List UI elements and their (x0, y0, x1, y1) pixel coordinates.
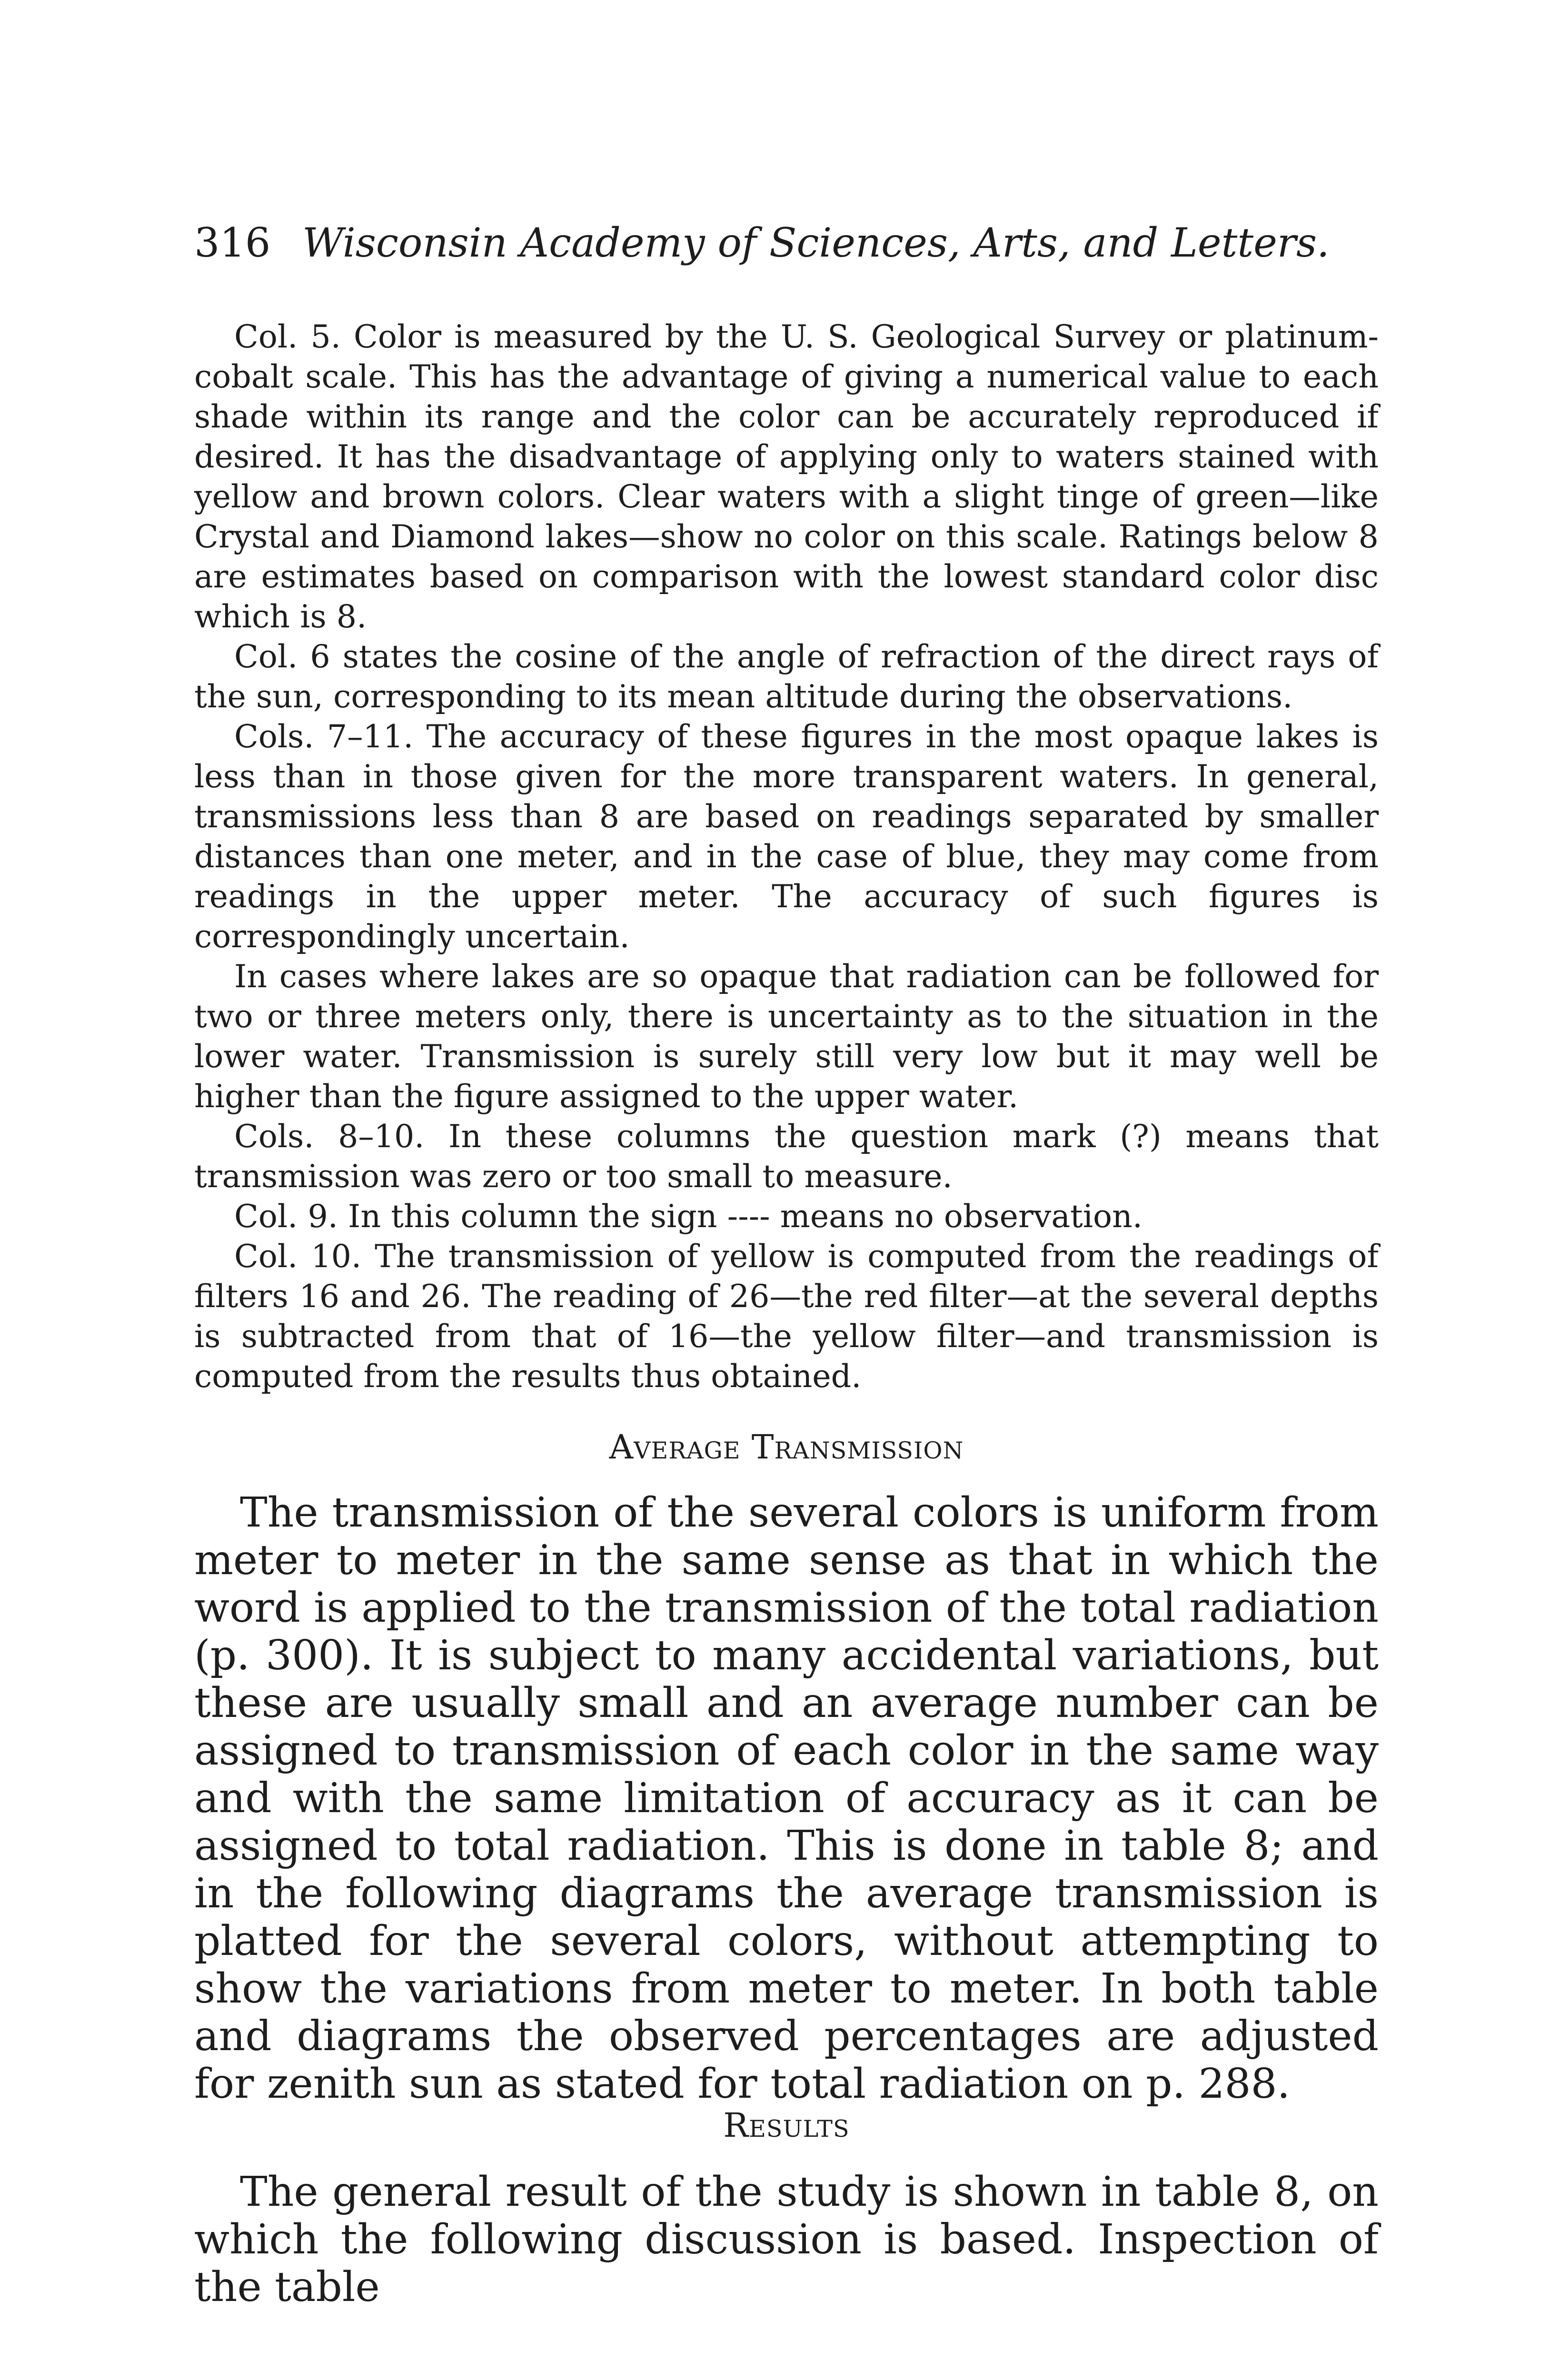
note-cols-7-11: Cols. 7–11. The accuracy of these figures in the most opaque lakes is less than in those given for the more transparent waters. In general, transmissions less than 8 are based on readings separated by smaller distances than one meter, and in the case of blue, they may come from readings in the upper meter. The accuracy of such figures is correspondingly uncertain. (194, 718, 1379, 955)
note-col-10: Col. 10. The transmission of yellow is computed from the readings of filters 16 and 26. The reading of 26—the red filter—at the several depths is subtracted from that of 16—the yellow filter—and transmission is computed from the results thus obtained. (194, 1238, 1379, 1395)
note-opaque-lakes: In cases where lakes are so opaque that radiation can be followed for two or three meters only, there is uncertainty as to the situation in the lower water. Transmission is surely still very low but it may well be higher than the figure assigned to the upper water. (194, 958, 1379, 1115)
results-paragraph: The general result of the study is shown in table 8, on which the following discussion is based. Inspection of the table (194, 2168, 1379, 2311)
running-title: Wisconsin Academy of Sciences, Arts, and Letters. (302, 219, 1330, 266)
note-col-6: Col. 6 states the cosine of the angle of refraction of the direct rays of the sun, corresponding to its mean altitude during the observations. (194, 638, 1379, 715)
average-transmission-paragraph: The transmission of the several colors is uniform from meter to meter in the same sense as that in which the word is applied to the transmission of the total radiation (p. 300). It is subject to many accidental variations, but these are usually small and an average number can be assigned to transmission of each color in the same way and with the same limitation of accuracy as it can be assigned to total radiation. This is done in table 8; and in the following diagrams the average transmission is platted for the several colors, without attempting to show the variations from meter to meter. In both table and diagrams the observed percentages are adjusted for zenith sun as stated for total radiation on p. 288. (194, 1489, 1379, 2108)
section-heading-results: Results (723, 2106, 850, 2145)
section-heading-average-transmission: Average Transmission (609, 1428, 964, 1467)
page-number: 316 (194, 219, 271, 266)
note-col-9: Col. 9. In this column the sign ---- means no observation. (234, 1198, 1143, 1235)
column-notes (194, 317, 1379, 1396)
running-header (194, 217, 1330, 269)
note-col-5: Col. 5. Color is measured by the U. S. Geological Survey or platinum-cobalt scale. This has the advantage of giving a numerical value to each shade within its range and the color can be accurately reproduced if desired. It has the disadvantage of applying only to waters stained with yellow and brown colors. Clear waters with a slight tinge of green—like Crystal and Diamond lakes—show no color on this scale. Ratings below 8 are estimates based on comparison with the lowest standard color disc which is 8. (194, 318, 1379, 635)
results-body (194, 2168, 1379, 2311)
average-transmission-body (194, 1489, 1379, 2108)
note-cols-8-10: Cols. 8–10. In these columns the question mark (?) means that transmission was zero or too small to measure. (194, 1118, 1379, 1195)
